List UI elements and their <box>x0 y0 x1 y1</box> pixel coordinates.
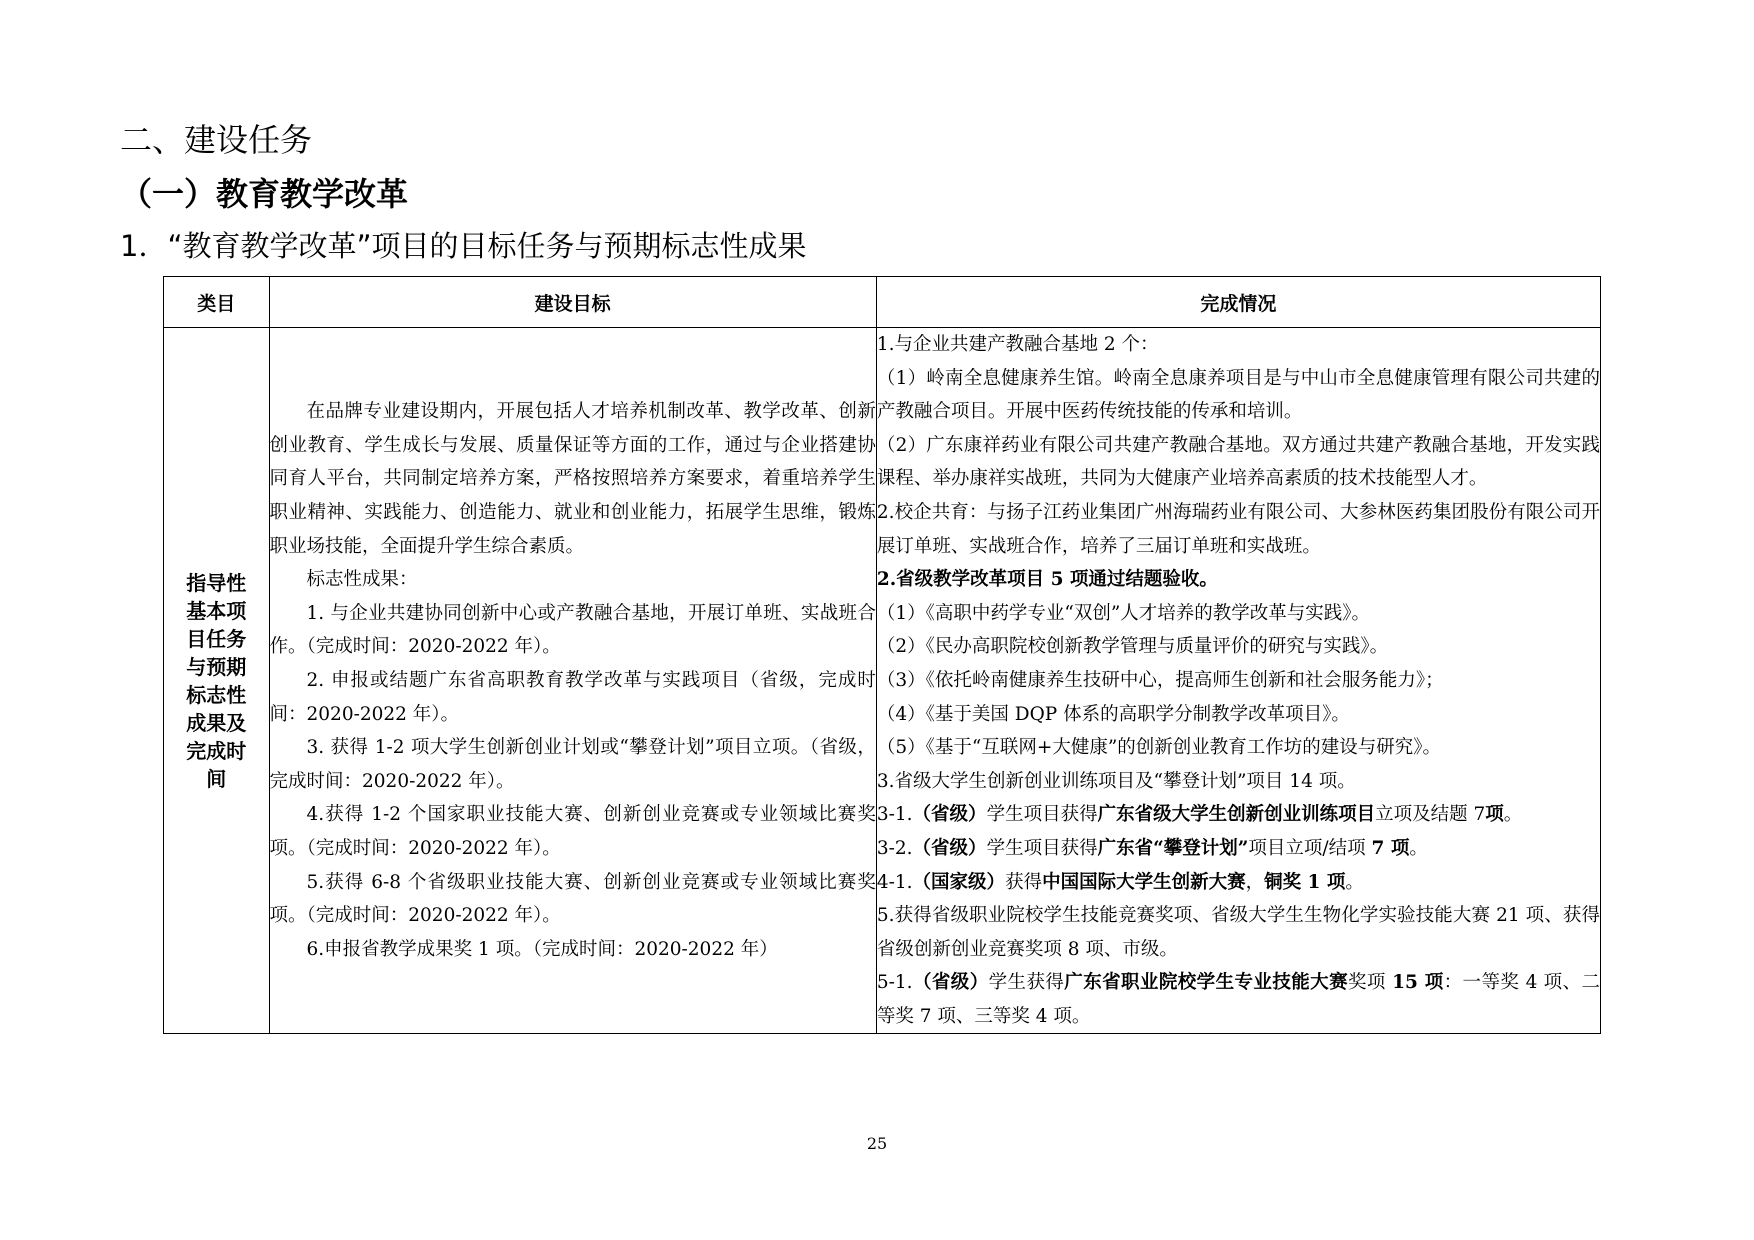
text-run: （国家级） <box>912 871 1006 893</box>
item-heading: 1．“教育教学改革”项目的目标任务与预期标志性成果 <box>120 229 807 263</box>
text-run: 奖项 <box>1347 972 1393 994</box>
text-run: 项 <box>1485 804 1504 826</box>
status-paragraph: （3）《依托岭南健康养生技研中心，提高师生创新和社会服务能力》； <box>876 669 1444 691</box>
status-paragraph <box>877 798 1600 832</box>
target-paragraph: 4.获得 1-2 个国家职业技能大赛、创新创业竞赛或专业领域比赛奖项。（完成时间：2020-2022 年）。 <box>269 804 876 859</box>
status-paragraph: 5.获得省级职业院校学生技能竞赛奖项、省级大学生生物化学实验技能大赛 21 项、获得省级创新创业竞赛奖项 8 项、市级。 <box>876 905 1600 960</box>
text-run: 学生项目获得 <box>986 837 1098 859</box>
text-run: 广东省职业院校学生专业技能大赛 <box>1064 972 1348 994</box>
section-heading: 二、建设任务 <box>120 121 313 159</box>
status-paragraph: 1.与企业共建产教融合基地 2 个： <box>876 334 1159 355</box>
text-run: （省级） <box>912 837 987 859</box>
text-run: 15 项 <box>1392 972 1444 994</box>
target-paragraph: 1. 与企业共建协同创新中心或产教融合基地，开展订单班、实战班合作。（完成时间：2020-2022 年）。 <box>269 602 876 658</box>
status-paragraph: （2）广东康祥药业有限公司共建产教融合基地。双方通过共建产教融合基地，开发实践课程、举办康祥实战班，共同为大健康产业培养高素质的技术技能型人才。 <box>876 434 1600 490</box>
status-paragraph <box>877 832 1600 866</box>
text-run: 项目立项/结项 <box>1248 837 1372 859</box>
text-run: 广东省“攀登计划” <box>1097 837 1249 859</box>
text-run: （省级） <box>912 804 987 826</box>
target-paragraph: 标志性成果： <box>306 569 418 591</box>
text-run: （省级） <box>912 972 989 994</box>
text-run: 中国国际大学生创新大赛 <box>1042 871 1246 893</box>
header-target: 建设目标 <box>269 277 876 328</box>
text-run: 广东省级大学生创新创业训练项目 <box>1097 804 1376 826</box>
text-run: 学生项目获得 <box>986 804 1098 826</box>
text-run: 3-1. <box>876 804 913 826</box>
tasks-table <box>163 276 1601 1034</box>
status-paragraph: （1）岭南全息健康养生馆。岭南全息康养项目是与中山市全息健康管理有限公司共建的产教融合项目。开展中医药传统技能的传承和培训。 <box>876 367 1600 423</box>
status-paragraph <box>877 966 1600 1033</box>
category-cell <box>164 328 270 1034</box>
status-paragraph: （2）《民办高职院校创新教学管理与质量评价的研究与实践》。 <box>876 636 1389 658</box>
target-paragraph: 2. 申报或结题广东省高职教育教学改革与实践项目（省级，完成时间：2020-2022 年）。 <box>269 669 876 725</box>
table-row <box>164 328 1601 1034</box>
text-run: 。 <box>1409 837 1428 859</box>
text-run: 铜奖 1 项 <box>1264 871 1346 893</box>
text-run: 学生获得 <box>988 972 1065 994</box>
status-paragraph: （4）《基于美国 DQP 体系的高职学分制教学改革项目》。 <box>876 703 1350 725</box>
target-paragraph: 5.获得 6-8 个省级职业技能大赛、创新创业竞赛或专业领域比赛奖项。（完成时间：2020-2022 年）。 <box>269 871 876 927</box>
page-number: 25 <box>866 1134 888 1153</box>
target-paragraph: 在品牌专业建设期内，开展包括人才培养机制改革、教学改革、创新创业教育、学生成长与发展、质量保证等方面的工作，通过与企业搭建协同育人平台，共同制定培养方案，严格按照培养方案要求，着重培养学生职业精神、实践能力、创造能力、就业和创业能力，拓展学生思维，锻炼职业场技能，全面提升学生综合素质。 <box>269 401 876 557</box>
table-header-row <box>164 277 1601 328</box>
text-run: ， <box>1245 871 1265 893</box>
header-category: 类目 <box>164 277 270 328</box>
target-cell <box>269 328 876 1034</box>
text-run: ：一等奖 4 项、二等奖 7 项、三等奖 4 项。 <box>876 972 1600 1027</box>
status-paragraph: 3.省级大学生创新创业训练项目及“攀登计划”项目 14 项。 <box>876 770 1356 792</box>
category-label: 指导性基本项目任务与预期标志性成果及完成时间 <box>186 570 247 791</box>
text-run: 立项及结题 7 <box>1375 804 1486 826</box>
text-run: 3-2. <box>876 837 913 859</box>
header-status: 完成情况 <box>876 277 1600 328</box>
status-cell <box>876 328 1600 1034</box>
text-run: 获得 <box>1005 871 1043 893</box>
status-paragraph: 2.校企共育：与扬子江药业集团广州海瑞药业有限公司、大参林医药集团股份有限公司开展订单班、实战班合作，培养了三届订单班和实战班。 <box>876 501 1600 557</box>
status-paragraph <box>877 866 1600 900</box>
status-paragraph: 2.省级教学改革项目 5 项通过结题验收。 <box>876 569 1218 591</box>
text-run: 4-1. <box>876 871 913 893</box>
target-paragraph: 3. 获得 1-2 项大学生创新创业计划或“攀登计划”项目立项。（省级，完成时间：2020-2022 年）。 <box>269 737 876 792</box>
text-run: 7 项 <box>1371 837 1410 859</box>
status-paragraph: （5）《基于“互联网+大健康”的创新创业教育工作坊的建设与研究》。 <box>876 737 1442 759</box>
target-paragraph: 6.申报省教学成果奖 1 项。（完成时间：2020-2022 年） <box>306 938 778 960</box>
text-run: 5-1. <box>876 972 913 994</box>
subsection-heading: （一）教育教学改革 <box>120 175 409 213</box>
text-run: 。 <box>1345 871 1364 893</box>
text-run: 。 <box>1503 804 1523 826</box>
status-paragraph: （1）《高职中药学专业“双创”人才培养的教学改革与实践》。 <box>876 602 1371 624</box>
